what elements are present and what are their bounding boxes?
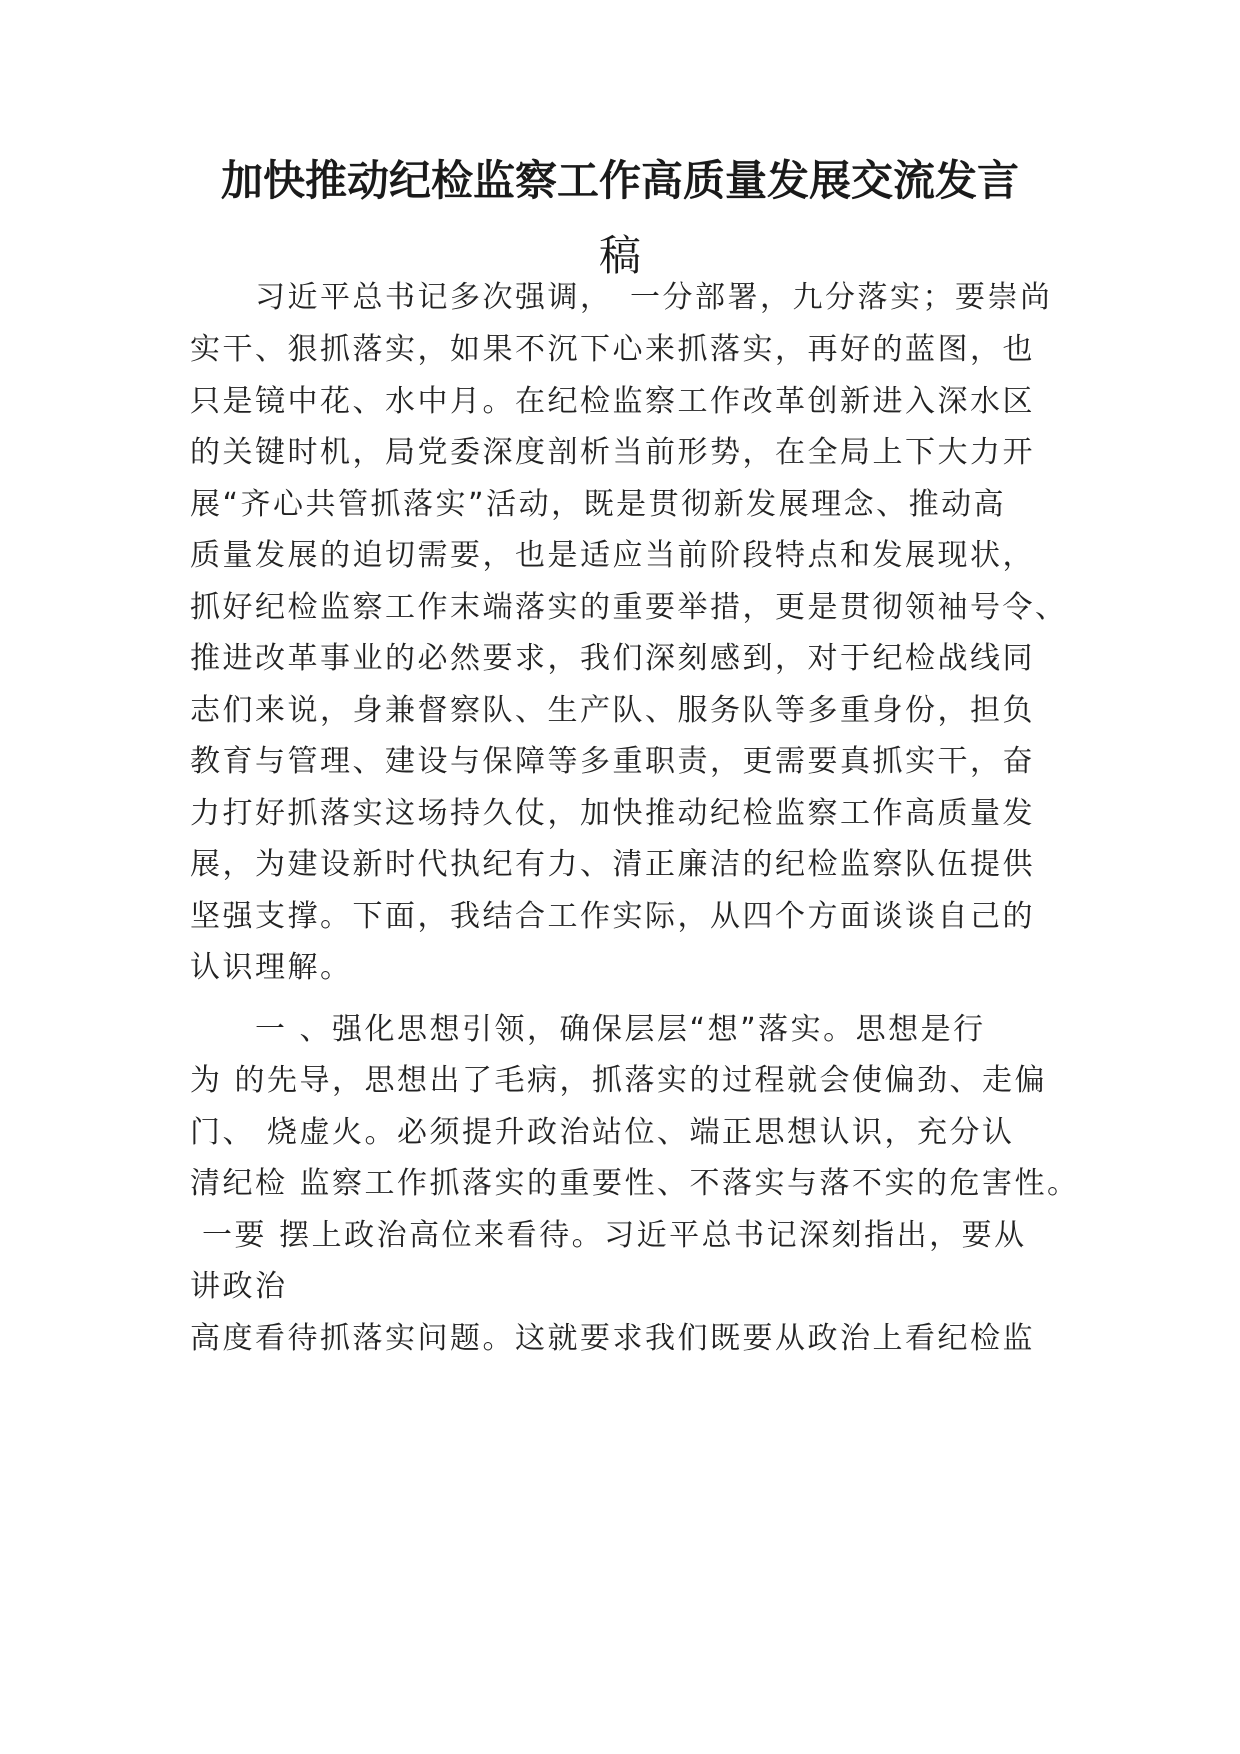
body-line: 质量发展的迫切需要，也是适应当前阶段特点和发展现状，	[190, 538, 1035, 573]
body-line: 讲政治	[190, 1269, 288, 1304]
body-line: 为 的先导，思想出了毛病，抓落实的过程就会使偏劲、走偏	[190, 1063, 1048, 1098]
body-line: 习近平总书记多次强调， 一分部署，九分落实；要崇尚	[190, 280, 1053, 315]
body-line: 门、 烧虚火。必须提升政治站位、端正思想认识，充分认	[190, 1115, 1015, 1150]
body-line: 志们来说，身兼督察队、生产队、服务队等多重身份，担负	[190, 693, 1035, 728]
body-line: 展，为建设新时代执纪有力、清正廉洁的纪检监察队伍提供	[190, 847, 1035, 882]
body-line: 实干、狠抓落实，如果不沉下心来抓落实，再好的蓝图，也	[190, 332, 1035, 367]
body-line: 高度看待抓落实问题。这就要求我们既要从政治上看纪检监	[190, 1321, 1035, 1356]
body-line: 抓好纪检监察工作末端落实的重要举措，更是贯彻领袖号令、	[190, 590, 1068, 625]
document-title-continued: 稿	[598, 231, 641, 280]
body-line: 只是镜中花、水中月。在纪检监察工作改革创新进入深水区	[190, 384, 1035, 419]
body-line: 清纪检 监察工作抓落实的重要性、不落实与落不实的危害性。	[190, 1166, 1080, 1201]
body-line: 的关键时机，局党委深度剖析当前形势，在全局上下大力开	[190, 435, 1035, 470]
body-line: 坚强支撑。下面，我结合工作实际，从四个方面谈谈自己的	[190, 899, 1035, 934]
body-line: 认识理解。	[190, 950, 353, 985]
document-title: 加快推动纪检监察工作高质量发展交流发言	[220, 156, 1019, 205]
body-line: 推进改革事业的必然要求，我们深刻感到，对于纪检战线同	[190, 641, 1035, 676]
body-line: 展“齐心共管抓落实”活动，既是贯彻新发展理念、推动高	[190, 487, 1007, 522]
body-line: 教育与管理、建设与保障等多重职责，更需要真抓实干，奋	[190, 744, 1035, 779]
body-line: 一 、强化思想引领，确保层层“想”落实。思想是行	[190, 1012, 986, 1047]
body-line: 一要 摆上政治高位来看待。习近平总书记深刻指出，要从	[190, 1218, 1027, 1253]
body-line: 力打好抓落实这场持久仗，加快推动纪检监察工作高质量发	[190, 796, 1035, 831]
